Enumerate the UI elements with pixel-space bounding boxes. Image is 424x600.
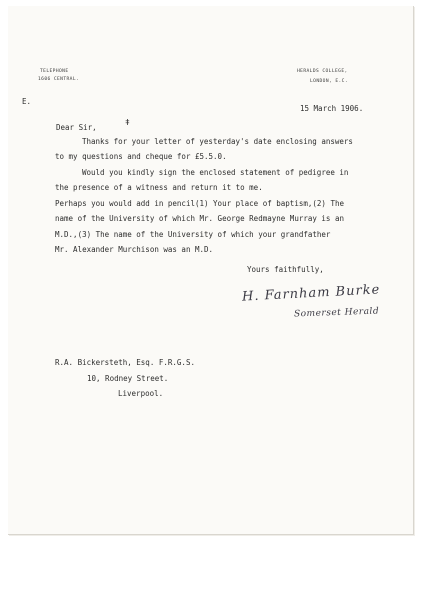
body-line: the presence of a witness and return it to me. (55, 183, 263, 192)
body-line: Mr. Alexander Murchison was an M.D. (55, 245, 214, 254)
letter-date: 15 March 1906. (300, 104, 364, 113)
body-line: Would you kindly sign the enclosed statement of pedigree in (82, 168, 349, 177)
addressee-city: Liverpool. (118, 389, 164, 398)
addressee-street: 10, Rodney Street. (87, 374, 169, 383)
closing: Yours faithfully, (247, 265, 324, 274)
letterhead-city: LONDON, E.C. (310, 79, 348, 84)
body-line: to my questions and cheque for £5.5.0. (55, 152, 227, 161)
addressee-name: R.A. Bickersteth, Esq. F.R.G.S. (55, 358, 195, 367)
signature-title: Somerset Herald (293, 306, 380, 320)
body-line: M.D.,(3) The name of the University of which your grandfather (55, 230, 331, 239)
ink-mark: ǂ (125, 118, 130, 127)
body-line: Perhaps you would add in pencil(1) Your place of baptism,(2) The (55, 199, 344, 208)
letter-page (8, 6, 414, 535)
body-line: name of the University of which Mr. George Redmayne Murray is an (55, 214, 344, 223)
body-line: Thanks for your letter of yesterday's date enclosing answers (82, 137, 353, 146)
signature: H. Farnham Burke (241, 282, 381, 305)
telephone-number: 1606 CENTRAL. (38, 77, 80, 82)
letterhead-office: HERALDS COLLEGE, (297, 69, 348, 74)
reference-mark: E. (22, 97, 32, 106)
telephone-label: TELEPHONE (40, 69, 69, 74)
salutation: Dear Sir, (56, 123, 97, 132)
